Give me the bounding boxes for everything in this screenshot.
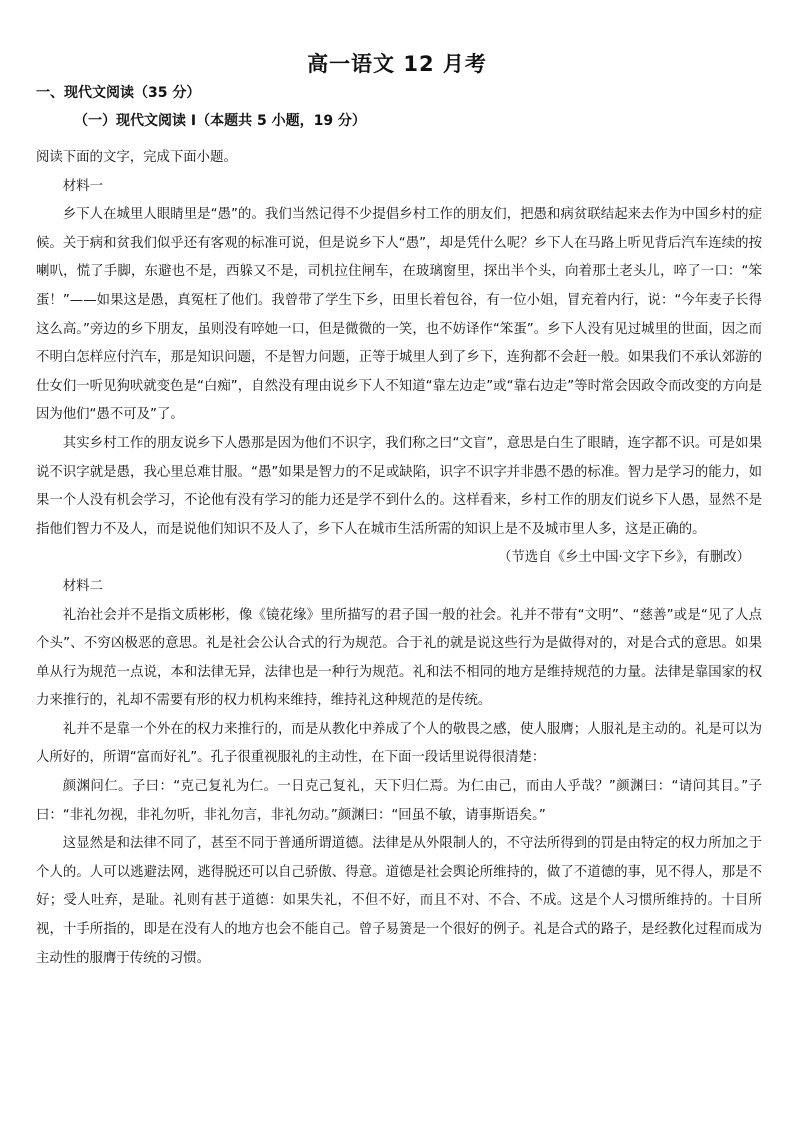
material2-paragraph: 礼并不是靠一个外在的权力来推行的，而是从教化中养成了个人的敬畏之感，使人服膺；人服礼是主动的。礼是可以为人所好的，所谓“富而好礼”。孔子很重视服礼的主动性，在下面一段话里说得很清楚： [36, 721, 762, 766]
reading-passage [36, 144, 762, 973]
material1-paragraph: 其实乡村工作的朋友说乡下人愚那是因为他们不识字，我们称之曰“文盲”，意思是白生了眼睛，连字都不识。可是如果说不识字就是愚，我心里总难甘服。“愚”如果是智力的不足或缺陷，识字不识字并非愚不愚的标准。智力是学习的能力，如果一个人没有机会学习，不论他有没有学习的能力还是学不到什么的。这样看来，乡村工作的朋友们说乡下人愚，显然不是指他们智力不及人，而是说他们知识不及人了，乡下人在城市生活所需的知识上是不及城市里人多，这是正确的。 [36, 435, 762, 537]
material2-paragraph: 颜渊问仁。子曰：“克己复礼为仁。一日克己复礼，天下归仁焉。为仁由己，而由人乎哉？”颜渊曰：“请问其目。”子曰：“非礼勿视，非礼勿听，非礼勿言，非礼勿动。”颜渊曰：“回虽不敏，请事斯语矣。” [36, 779, 762, 823]
material2-label: 材料二 [62, 578, 103, 594]
material1-label: 材料一 [62, 178, 103, 194]
instruction-text: 阅读下面的文字，完成下面小题。 [36, 150, 237, 165]
page-title: 高一语文 12 月考 [307, 52, 487, 76]
material2-paragraph: 礼治社会并不是指文质彬彬，像《镜花缘》里所描写的君子国一般的社会。礼并不带有“文明”、“慈善”或是“见了人点个头”、不穷凶极恶的意思。礼是社会公认合式的行为规范。合于礼的就是说这些行为是做得对的，对是合式的意思。如果单从行为规范一点说，本和法律无异，法律也是一种行为规范。礼和法不相同的地方是维持规范的力量。法律是靠国家的权力来推行的，礼却不需要有形的权力机构来维持，维持礼这种规范的是传统。 [36, 607, 762, 709]
material1-paragraph: 乡下人在城里人眼睛里是“愚”的。我们当然记得不少提倡乡村工作的朋友们，把愚和病贫联结起来去作为中国乡村的症候。关于病和贫我们似乎还有客观的标准可说，但是说乡下人“愚”，却是凭什么呢？乡下人在马路上听见背后汽车连续的按喇叭，慌了手脚，东避也不是，西躲又不是，司机拉住闸车，在玻璃窗里，探出半个头，向着那土老头儿，啐了一口：“笨蛋！”——如果这是愚，真冤枉了他们。我曾带了学生下乡，田里长着包谷，有一位小姐，冒充着内行，说：“今年麦子长得这么高。”旁边的乡下朋友，虽则没有啐她一口，但是微微的一笑，也不妨译作“笨蛋”。乡下人没有见过城里的世面，因之而不明白怎样应付汽车，那是知识问题，不是智力问题，正等于城里人到了乡下，连狗都不会赶一般。如果我们不承认郊游的仕女们一听见狗吠就变色是“白痴”，自然没有理由说乡下人不知道“靠左边走”或“靠右边走”等时常会因政令而改变的方向是因为他们“愚不可及”了。 [36, 207, 762, 423]
subsection-heading: （一）现代文阅读 I（本题共 5 小题，19 分） [74, 113, 366, 129]
section-heading: 一、现代文阅读（35 分） [36, 85, 201, 101]
material2-paragraph: 这显然是和法律不同了，甚至不同于普通所谓道德。法律是从外限制人的，不守法所得到的罚是由特定的权力所加之于个人的。人可以逃避法网，逃得脱还可以自己骄傲、得意。道德是社会舆论所维持的，做了不道德的事，见不得人，那是不好；受人吐弃，是耻。礼则有甚于道德：如果失礼，不但不好，而且不对、不合、不成。这是个人习惯所维持的。十目所视，十手所指的，即是在没有人的地方也会不能自己。曾子易箦是一个很好的例子。礼是合式的路子，是经教化过程而成为主动性的服膺于传统的习惯。 [36, 836, 762, 966]
material1-source: （节选自《乡土中国·文字下乡》，有删改） [498, 550, 750, 566]
